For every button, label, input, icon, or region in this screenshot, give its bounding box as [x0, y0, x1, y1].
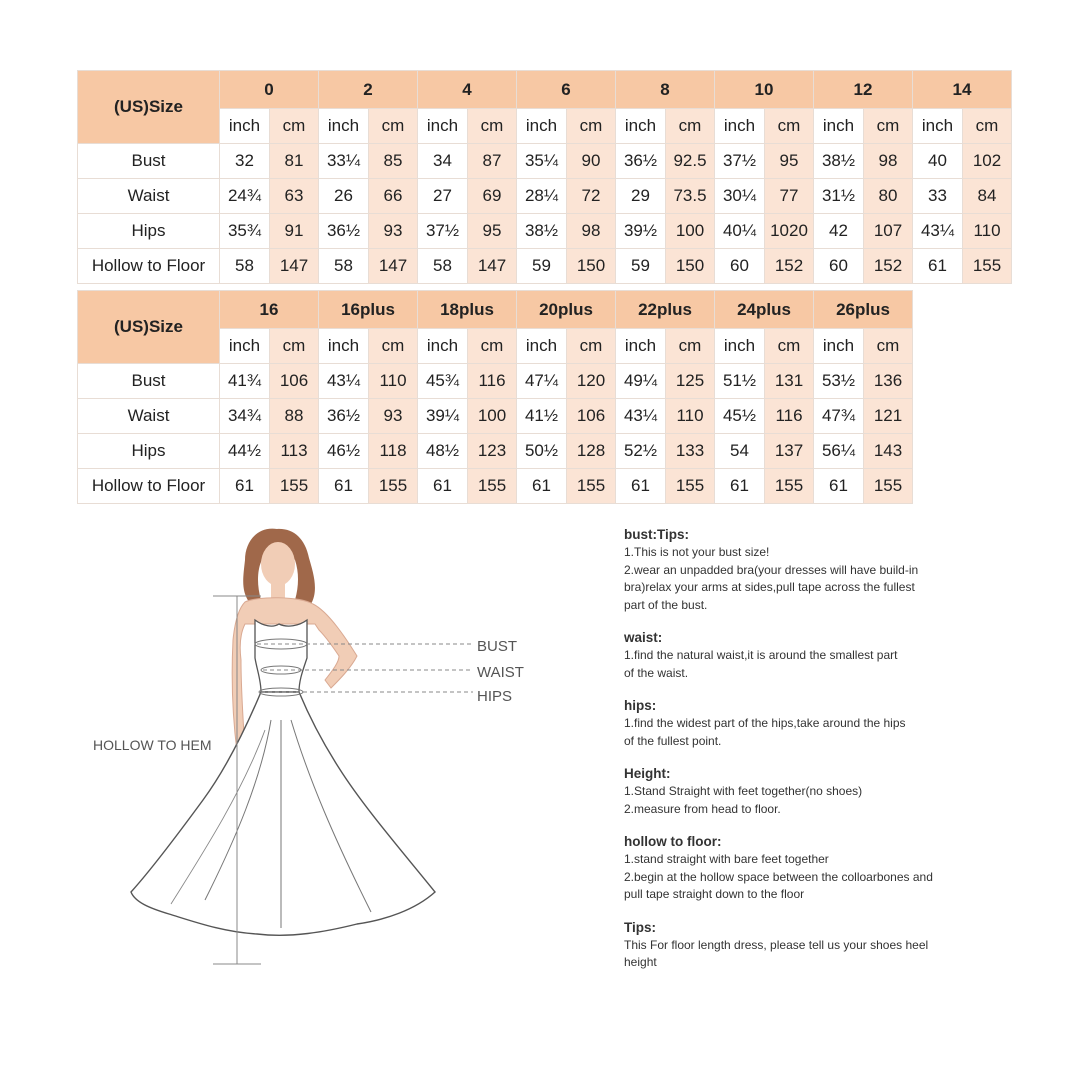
value-cell: 100	[666, 214, 715, 249]
size-cell: 6	[517, 71, 616, 109]
value-cell: 150	[567, 249, 616, 284]
size-header-row	[78, 291, 913, 329]
size-cell: 2	[319, 71, 418, 109]
size-cell: 12	[814, 71, 913, 109]
value-cell: 41½	[517, 399, 567, 434]
value-cell: 35¾	[220, 214, 270, 249]
measure-row-hips	[78, 434, 913, 469]
size-cell: 10	[715, 71, 814, 109]
value-cell: 43¼	[913, 214, 963, 249]
unit-cm-cell: cm	[765, 329, 814, 364]
value-cell: 152	[864, 249, 913, 284]
value-cell: 106	[270, 364, 319, 399]
value-cell: 155	[963, 249, 1012, 284]
unit-cm-cell: cm	[864, 329, 913, 364]
measure-row-waist	[78, 399, 913, 434]
value-cell: 93	[369, 214, 418, 249]
value-cell: 106	[567, 399, 616, 434]
value-cell: 45¾	[418, 364, 468, 399]
value-cell: 36½	[319, 399, 369, 434]
value-cell: 155	[666, 469, 715, 504]
unit-inch-cell: inch	[913, 109, 963, 144]
value-cell: 39½	[616, 214, 666, 249]
waist-label: WAIST	[477, 664, 524, 681]
value-cell: 61	[220, 469, 270, 504]
value-cell: 37½	[418, 214, 468, 249]
value-cell: 34¾	[220, 399, 270, 434]
row-label: Waist	[78, 399, 220, 434]
value-cell: 56¼	[814, 434, 864, 469]
tip-line: 2.measure from head to floor.	[624, 801, 781, 816]
value-cell: 147	[369, 249, 418, 284]
value-cell: 26	[319, 179, 369, 214]
value-cell: 24¾	[220, 179, 270, 214]
value-cell: 44½	[220, 434, 270, 469]
value-cell: 133	[666, 434, 715, 469]
value-cell: 77	[765, 179, 814, 214]
hips-label: HIPS	[477, 688, 513, 705]
tip-line: This For floor length dress, please tell us your shoes heel	[624, 937, 929, 952]
value-cell: 61	[319, 469, 369, 504]
tip-line: pull tape straight down to the floor	[624, 887, 805, 901]
tip-line: 1.stand straight with bare feet together	[624, 852, 829, 866]
value-cell: 54	[715, 434, 765, 469]
unit-cm-cell: cm	[666, 329, 715, 364]
value-cell: 47¼	[517, 364, 567, 399]
value-cell: 53½	[814, 364, 864, 399]
value-cell: 51½	[715, 364, 765, 399]
tip-title: waist:	[624, 630, 663, 645]
value-cell: 50½	[517, 434, 567, 469]
tip-block-general	[624, 920, 1044, 972]
unit-cm-cell: cm	[864, 109, 913, 144]
value-cell: 1020	[765, 214, 814, 249]
value-cell: 110	[963, 214, 1012, 249]
value-cell: 58	[220, 249, 270, 284]
unit-inch-cell: inch	[418, 109, 468, 144]
value-cell: 32	[220, 144, 270, 179]
tip-title: Height:	[624, 766, 671, 781]
value-cell: 40¼	[715, 214, 765, 249]
tip-block-waist	[624, 630, 1044, 682]
unit-cm-cell: cm	[468, 329, 517, 364]
row-label: Hips	[78, 434, 220, 469]
value-cell: 100	[468, 399, 517, 434]
value-cell: 118	[369, 434, 418, 469]
value-cell: 72	[567, 179, 616, 214]
value-cell: 84	[963, 179, 1012, 214]
value-cell: 33	[913, 179, 963, 214]
row-label: Hollow to Floor	[78, 469, 220, 504]
tip-block-bust	[624, 527, 1044, 614]
value-cell: 155	[765, 469, 814, 504]
tip-title: hollow to floor:	[624, 834, 722, 849]
value-cell: 155	[270, 469, 319, 504]
value-cell: 61	[517, 469, 567, 504]
tip-title: Tips:	[624, 919, 657, 935]
unit-inch-cell: inch	[616, 329, 666, 364]
value-cell: 29	[616, 179, 666, 214]
unit-cm-cell: cm	[369, 109, 418, 144]
value-cell: 155	[864, 469, 913, 504]
size-cell: 0	[220, 71, 319, 109]
unit-inch-cell: inch	[220, 109, 270, 144]
value-cell: 87	[468, 144, 517, 179]
value-cell: 60	[814, 249, 864, 284]
unit-inch-cell: inch	[319, 329, 369, 364]
value-cell: 125	[666, 364, 715, 399]
tip-line: 1.find the widest part of the hips,take around the hips	[624, 716, 906, 730]
face-shape	[261, 542, 295, 586]
value-cell: 121	[864, 399, 913, 434]
bust-label: BUST	[477, 638, 518, 655]
value-cell: 143	[864, 434, 913, 469]
unit-inch-cell: inch	[814, 109, 864, 144]
size-cell: 24plus	[715, 291, 814, 329]
unit-cm-cell: cm	[468, 109, 517, 144]
value-cell: 147	[468, 249, 517, 284]
unit-cm-cell: cm	[666, 109, 715, 144]
dress-figure-illustration	[85, 520, 565, 980]
row-label: Hollow to Floor	[78, 249, 220, 284]
size-chart-table-2	[77, 290, 913, 504]
value-cell: 66	[369, 179, 418, 214]
unit-inch-cell: inch	[715, 329, 765, 364]
value-cell: 81	[270, 144, 319, 179]
value-cell: 88	[270, 399, 319, 434]
value-cell: 95	[765, 144, 814, 179]
value-cell: 147	[270, 249, 319, 284]
row-label: Bust	[78, 364, 220, 399]
value-cell: 93	[369, 399, 418, 434]
measure-row-hollow-to-floor	[78, 469, 913, 504]
unit-cm-cell: cm	[963, 109, 1012, 144]
tip-block-height	[624, 766, 1044, 818]
value-cell: 38½	[814, 144, 864, 179]
value-cell: 80	[864, 179, 913, 214]
tip-line: height	[624, 955, 657, 969]
unit-cm-cell: cm	[765, 109, 814, 144]
unit-inch-cell: inch	[715, 109, 765, 144]
value-cell: 92.5	[666, 144, 715, 179]
value-cell: 33¼	[319, 144, 369, 179]
measure-row-hollow-to-floor	[78, 249, 1012, 284]
size-cell: 4	[418, 71, 517, 109]
unit-cm-cell: cm	[369, 329, 418, 364]
value-cell: 116	[765, 399, 814, 434]
size-cell: 22plus	[616, 291, 715, 329]
value-cell: 123	[468, 434, 517, 469]
value-cell: 45½	[715, 399, 765, 434]
unit-cm-cell: cm	[567, 109, 616, 144]
value-cell: 58	[418, 249, 468, 284]
size-header-row	[78, 71, 1012, 109]
size-cell: 18plus	[418, 291, 517, 329]
unit-inch-cell: inch	[319, 109, 369, 144]
value-cell: 43¼	[319, 364, 369, 399]
value-cell: 59	[517, 249, 567, 284]
measurement-figure	[85, 520, 565, 980]
unit-inch-cell: inch	[220, 329, 270, 364]
unit-inch-cell: inch	[616, 109, 666, 144]
unit-cm-cell: cm	[567, 329, 616, 364]
value-cell: 48½	[418, 434, 468, 469]
value-cell: 31½	[814, 179, 864, 214]
value-cell: 91	[270, 214, 319, 249]
size-cell: 20plus	[517, 291, 616, 329]
value-cell: 61	[814, 469, 864, 504]
value-cell: 155	[369, 469, 418, 504]
value-cell: 85	[369, 144, 418, 179]
tip-block-hips	[624, 698, 1044, 750]
value-cell: 155	[468, 469, 517, 504]
tip-title: hips:	[624, 698, 657, 713]
value-cell: 28¼	[517, 179, 567, 214]
value-cell: 41¾	[220, 364, 270, 399]
skirt-shape	[131, 692, 435, 935]
value-cell: 63	[270, 179, 319, 214]
value-cell: 30¼	[715, 179, 765, 214]
unit-inch-cell: inch	[418, 329, 468, 364]
value-cell: 155	[567, 469, 616, 504]
value-cell: 60	[715, 249, 765, 284]
value-cell: 116	[468, 364, 517, 399]
value-cell: 35¼	[517, 144, 567, 179]
size-cell: 26plus	[814, 291, 913, 329]
row-label: Hips	[78, 214, 220, 249]
tip-line: 1.This is not your bust size!	[624, 545, 770, 559]
value-cell: 58	[319, 249, 369, 284]
value-cell: 113	[270, 434, 319, 469]
value-cell: 36½	[319, 214, 369, 249]
value-cell: 136	[864, 364, 913, 399]
value-cell: 61	[616, 469, 666, 504]
tip-line: of the waist.	[624, 665, 689, 680]
value-cell: 42	[814, 214, 864, 249]
value-cell: 36½	[616, 144, 666, 179]
value-cell: 98	[864, 144, 913, 179]
value-cell: 98	[567, 214, 616, 249]
unit-inch-cell: inch	[814, 329, 864, 364]
value-cell: 120	[567, 364, 616, 399]
tip-line: 1.Stand Straight with feet together(no shoes)	[624, 784, 863, 798]
value-cell: 137	[765, 434, 814, 469]
measure-row-bust	[78, 144, 1012, 179]
value-cell: 52½	[616, 434, 666, 469]
tip-line: 1.find the natural waist,it is around the smallest part	[624, 648, 898, 662]
row-label: Bust	[78, 144, 220, 179]
unit-cm-cell: cm	[270, 329, 319, 364]
value-cell: 59	[616, 249, 666, 284]
tip-line: 2.wear an unpadded bra(your dresses will have build-in	[624, 562, 919, 577]
tip-line: of the fullest point.	[624, 733, 722, 748]
value-cell: 90	[567, 144, 616, 179]
value-cell: 128	[567, 434, 616, 469]
unit-inch-cell: inch	[517, 329, 567, 364]
tip-line: part of the bust.	[624, 597, 708, 612]
value-cell: 61	[715, 469, 765, 504]
value-cell: 43¼	[616, 399, 666, 434]
value-cell: 73.5	[666, 179, 715, 214]
tip-block-hollow-to-floor	[624, 834, 1044, 904]
size-chart-table-1	[77, 70, 1012, 284]
value-cell: 38½	[517, 214, 567, 249]
value-cell: 34	[418, 144, 468, 179]
row-label: Waist	[78, 179, 220, 214]
value-cell: 107	[864, 214, 913, 249]
tips-panel	[624, 527, 1044, 988]
value-cell: 131	[765, 364, 814, 399]
measure-row-hips	[78, 214, 1012, 249]
value-cell: 39¼	[418, 399, 468, 434]
size-cell: 16plus	[319, 291, 418, 329]
value-cell: 61	[418, 469, 468, 504]
tip-line: bra)relax your arms at sides,pull tape across the fullest	[624, 580, 915, 594]
value-cell: 47¾	[814, 399, 864, 434]
bodice-shape	[255, 620, 307, 692]
hollow-to-hem-label: HOLLOW TO HEM	[93, 737, 212, 753]
size-label-cell: (US)Size	[78, 291, 220, 364]
value-cell: 37½	[715, 144, 765, 179]
measure-row-waist	[78, 179, 1012, 214]
value-cell: 110	[369, 364, 418, 399]
size-cell: 14	[913, 71, 1012, 109]
value-cell: 46½	[319, 434, 369, 469]
value-cell: 27	[418, 179, 468, 214]
value-cell: 152	[765, 249, 814, 284]
size-cell: 16	[220, 291, 319, 329]
tip-title: bust:Tips:	[624, 527, 689, 542]
value-cell: 61	[913, 249, 963, 284]
value-cell: 69	[468, 179, 517, 214]
value-cell: 150	[666, 249, 715, 284]
unit-inch-cell: inch	[517, 109, 567, 144]
size-label-cell: (US)Size	[78, 71, 220, 144]
size-cell: 8	[616, 71, 715, 109]
value-cell: 102	[963, 144, 1012, 179]
value-cell: 49¼	[616, 364, 666, 399]
value-cell: 95	[468, 214, 517, 249]
tip-line: 2.begin at the hollow space between the colloarbones and	[624, 869, 933, 884]
unit-cm-cell: cm	[270, 109, 319, 144]
value-cell: 110	[666, 399, 715, 434]
measure-row-bust	[78, 364, 913, 399]
value-cell: 40	[913, 144, 963, 179]
